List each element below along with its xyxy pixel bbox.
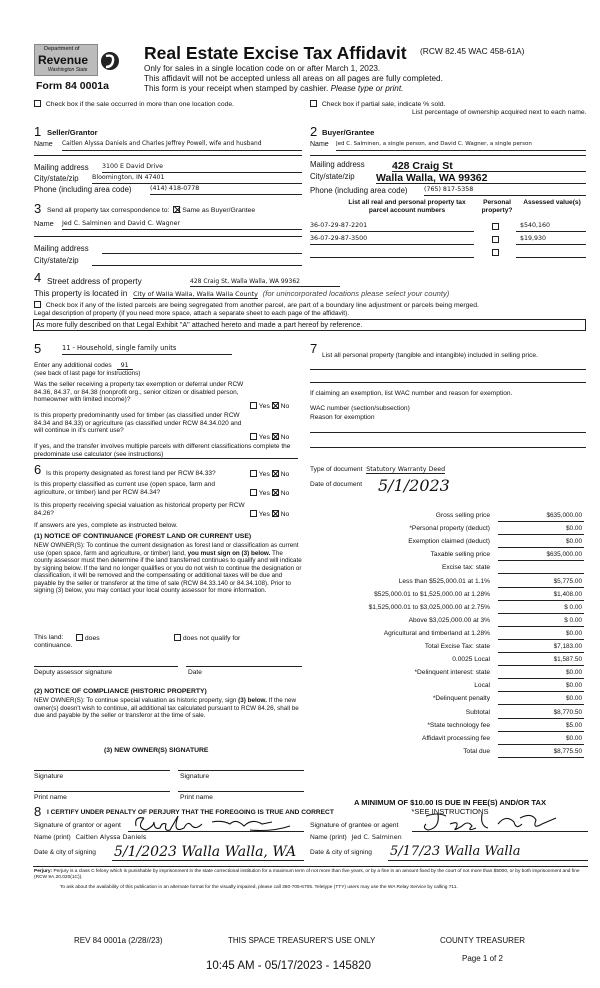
yes-label: Yes	[258, 490, 270, 497]
deputy-signature-line[interactable]	[34, 666, 178, 667]
timber-question: Is this property predominantly used for timber (as classified under RCW 84.34 and 84.33) or agriculture (as classified under RCW 84.34.020 and will continue in it's current use?	[34, 412, 242, 435]
no-label: No	[280, 471, 290, 478]
continuance-text-a: NEW OWNER(S): To continue the current designation as forest land or classification as current use (open space, farm and agriculture, or timber) land,	[34, 542, 299, 557]
tax-calc-value[interactable]: $0.00	[498, 695, 584, 705]
tax-calc-value[interactable]: $1,408.00	[498, 591, 584, 601]
additional-codes-row	[34, 362, 133, 370]
section-3-number: 3	[34, 201, 42, 216]
legal-description-value: As more fully described on that Legal Exhibit "A" attached hereto and made a part hereof by reference.	[36, 320, 363, 329]
grantor-signature-row	[34, 820, 304, 832]
grantor-signature-label: Signature of grantor or agent	[34, 822, 121, 829]
grantor-date-city-field[interactable]: 5/1/2023 Walla Walla, WA	[114, 844, 297, 860]
type-or-print-note: Please type or print.	[330, 84, 404, 93]
grantor-name-row	[34, 834, 304, 844]
section-5-number: 5	[34, 341, 42, 356]
land-does-not-checkbox[interactable]	[174, 634, 181, 641]
tax-calc-row	[308, 656, 584, 668]
tax-calc-value[interactable]: $635,000.00	[498, 512, 584, 522]
historic-no-checkbox[interactable]	[272, 510, 279, 517]
owner-signature-line-2[interactable]	[178, 770, 304, 771]
dor-logo	[34, 44, 122, 84]
yes-label: Yes	[258, 434, 270, 441]
seller-city-field[interactable]: Bloomington, IN 47401	[92, 174, 302, 184]
continuance-title: (1) NOTICE OF CONTINUANCE (FOREST LAND OR CURRENT USE)	[34, 533, 252, 540]
tax-calc-label: *Delinquent interest: state	[414, 669, 490, 677]
partial-sale-note: List percentage of ownership acquired next to each name.	[412, 109, 587, 117]
tax-calc-row	[308, 564, 584, 576]
section-1-number: 1	[34, 124, 42, 139]
seller-city-row	[34, 174, 302, 185]
tax-calc-value[interactable]	[498, 564, 584, 574]
buyer-mailing-field[interactable]: 428 Craig St	[392, 160, 586, 172]
parcel-header: List all real and personal property tax parcel account numbers	[348, 199, 466, 214]
continuance-text-c: The county assessor must then determine if the land transferred continues to qualify and will indicate by signing below. If the land no longer qualifies or you do not wish to continue the designation or classification, it will be removed and the compensating or additional taxes will be due and payable by the seller or transferor at the time of sale (RCW 84.33.140 or 84.34.108). Prior to signing (3) below, you may contact your local county assessor for more information.	[34, 549, 302, 595]
this-land-label: This land:	[34, 634, 64, 641]
seller-name-field[interactable]: Caitlen Alyssa Daniels and Charles Jeffrey Powell, wife and husband	[62, 141, 302, 151]
correspondence-city-field[interactable]	[92, 256, 302, 266]
correspondence-name-row	[34, 220, 302, 231]
buyer-phone-row	[310, 186, 586, 197]
seller-name-label: Name	[34, 141, 53, 148]
deputy-date-label: Date	[188, 669, 202, 676]
tax-calc-value[interactable]: $8,775.50	[498, 748, 584, 758]
grantor-name-field[interactable]: Caitlen Alyssa Daniels	[75, 833, 147, 841]
multiple-location-label: Check box if the sale occurred in more than one location code.	[45, 101, 235, 108]
availability-notice: To ask about the availability of this publication in an alternate format for the visually impaired, please call 360-705-6705. Teletype (TTY) users may use the WA Relay Service by calling 711.	[60, 885, 458, 890]
tax-calc-value[interactable]: $1,587.50	[498, 656, 584, 666]
this-land-row	[34, 634, 302, 650]
tax-calc-label: Exemption claimed (deduct)	[408, 538, 490, 546]
tax-calc-value[interactable]: $ 0.00	[498, 604, 584, 614]
treasurer-use-label: THIS SPACE TREASURER'S USE ONLY	[228, 936, 376, 945]
exemption-claim-label: If claiming an exemption, list WAC number and reason for exemption.	[310, 390, 513, 397]
historic-answer	[250, 510, 289, 519]
buyer-city-field[interactable]: Walla Walla, WA 99362	[376, 172, 586, 184]
certify-statement: I CERTIFY UNDER PENALTY OF PERJURY THAT THE FOREGOING IS TRUE AND CORRECT	[47, 809, 334, 816]
historic-question: Is this property receiving special valuation as historical property per RCW 84.26?	[34, 502, 245, 517]
additional-codes-label: Enter any additional codes	[34, 362, 112, 369]
form-citation: (RCW 82.45 WAC 458-61A)	[420, 46, 525, 56]
tax-calc-row	[308, 578, 584, 590]
exemption-reason-label: Reason for exemption	[310, 414, 375, 421]
partial-sale-label: Check box if partial sale, indicate % sold.	[321, 101, 446, 108]
tax-calc-label: *Delinquent penalty	[432, 695, 490, 703]
buyer-phone-field[interactable]: (765) 817-5358	[424, 186, 586, 196]
grantee-name-field[interactable]: Jed C. Salminen	[351, 833, 402, 841]
tax-calc-row	[308, 709, 584, 721]
tax-calc-label: *State technology fee	[427, 721, 490, 729]
tax-calc-row	[308, 748, 584, 760]
forest-yes-checkbox[interactable]	[250, 470, 257, 477]
personal-property-header: Personal property?	[481, 199, 513, 214]
personal-property-checkbox[interactable]	[492, 249, 499, 256]
tax-calc-row	[308, 695, 584, 707]
additional-codes-note: (see back of last page for instructions)	[34, 370, 141, 377]
grantee-date-city-field[interactable]: 5/17/23 Walla Walla	[390, 844, 521, 859]
assessed-value[interactable]	[516, 248, 586, 258]
parcel-number[interactable]: 36-07-29-87-3500	[310, 235, 474, 245]
section-2-number: 2	[310, 124, 318, 139]
no-label: No	[280, 490, 290, 497]
tax-calc-label: Subtotal	[465, 708, 490, 716]
exemption-yes-checkbox[interactable]	[250, 402, 257, 409]
additional-codes-field[interactable]: 91	[117, 362, 133, 370]
header-line-1: Only for sales in a single location code on or after March 1, 2023.	[144, 64, 381, 73]
owner-signature-line-1[interactable]	[34, 770, 170, 771]
buyer-name-field[interactable]: Jed C. Salminen, a single person, and David C. Wagner, a single person	[336, 141, 586, 151]
form-title: Real Estate Excise Tax Affidavit	[144, 43, 407, 63]
tax-calc-value[interactable]: $ 0.00	[498, 617, 584, 627]
logo-line-2: Revenue	[38, 53, 89, 67]
tax-calc-value[interactable]: $0.00	[498, 735, 584, 745]
buyer-mailing-label: Mailing address	[310, 160, 365, 169]
correspondence-city-label: City/state/zip	[34, 256, 79, 265]
buyer-name-label: Name	[310, 141, 329, 148]
compliance-text-a: NEW OWNER(S): To continue special valuation as historic property, sign	[34, 697, 237, 704]
compliance-text-b: (3) below.	[238, 697, 267, 704]
minimum-due-text: A MINIMUM OF $10.00 IS DUE IN FEE(S) AND/OR TAX	[353, 798, 547, 807]
tax-calc-label: Gross selling price	[435, 512, 490, 519]
land-does-label: does	[84, 635, 100, 642]
parcel-number[interactable]: 36-07-29-87-2201	[310, 222, 474, 232]
exemption-no-checkbox[interactable]	[272, 402, 279, 409]
seller-phone-label: Phone (including area code)	[34, 185, 132, 194]
tax-calc-row	[308, 722, 584, 734]
owner-print-label-2: Print name	[180, 794, 213, 801]
no-label: No	[280, 511, 290, 518]
tax-calc-value[interactable]: $7,183.00	[498, 643, 584, 653]
perjury-notice	[34, 869, 586, 881]
current-use-no-checkbox[interactable]	[272, 489, 279, 496]
buyer-name-row	[310, 141, 586, 152]
assessed-value-header: Assessed value(s)	[523, 199, 581, 206]
personal-property-list-label: List all personal property (tangible and intangible) included in selling price.	[322, 352, 538, 359]
logo-line-1: Department of	[44, 46, 80, 52]
tax-calc-row	[308, 617, 584, 629]
grantee-name-label: Name (print)	[310, 834, 347, 841]
buyer-mailing-row	[310, 160, 586, 172]
timber-no-checkbox[interactable]	[272, 433, 279, 440]
legal-description-label: Legal description of property (if you need more space, attach a separate sheet to each page of the affidavit).	[34, 310, 350, 317]
multiple-location-row	[34, 100, 234, 109]
correspondence-name-field[interactable]: Jed C. Salminen and David C. Wagner	[62, 220, 302, 230]
multiple-parcels-note: If yes, and the transfer involves multiple parcels with different classifications complete the predominate use calculator (see instructions)	[34, 443, 298, 459]
tax-calc-value[interactable]: $635,000.00	[498, 551, 584, 561]
correspondence-label: Send all property tax correspondence to:	[47, 207, 170, 214]
timber-answer	[250, 433, 289, 442]
located-field[interactable]: City of Walla Walla, Walla Walla County	[133, 290, 258, 298]
deputy-date-line[interactable]	[186, 666, 302, 667]
assessed-value[interactable]: $540,160	[516, 222, 586, 232]
seller-mailing-row	[34, 163, 302, 174]
seller-mailing-field[interactable]: 3100 E David Drive	[102, 163, 302, 173]
seller-name-row	[34, 141, 302, 152]
partial-sale-checkbox[interactable]	[310, 100, 317, 107]
correspondence-mailing-row	[34, 244, 302, 255]
seller-city-label: City/state/zip	[34, 174, 79, 183]
section-4-number: 4	[34, 270, 42, 285]
wac-number-label: WAC number (section/subsection)	[310, 405, 410, 412]
buyer-name-extra-line	[310, 155, 586, 156]
tax-calc-row	[308, 735, 584, 747]
owner-print-line-1[interactable]	[34, 791, 170, 792]
buyer-city-label: City/state/zip	[310, 172, 355, 181]
tax-calc-row	[308, 643, 584, 655]
located-label: This property is located in	[34, 289, 128, 298]
multiple-location-checkbox[interactable]	[34, 100, 41, 107]
tax-calc-label: Local	[474, 682, 490, 690]
tax-calc-value[interactable]: $5.00	[498, 722, 584, 732]
county-treasurer-label: COUNTY TREASURER	[440, 936, 526, 945]
header-line-3	[144, 84, 403, 94]
forest-answer	[250, 470, 289, 479]
seller-name-extra-line	[34, 155, 302, 156]
tax-calc-row	[308, 591, 584, 603]
partial-sale-row	[310, 100, 587, 117]
section-6-number: 6	[34, 462, 42, 477]
continuance-word: continuance.	[34, 642, 73, 650]
tax-calc-row	[308, 682, 584, 694]
same-as-buyer-label: Same as Buyer/Grantee	[182, 207, 256, 214]
exemption-line-2[interactable]	[310, 447, 586, 448]
tax-calc-label: Less than $525,000.01 at 1.1%	[398, 577, 490, 585]
if-yes-instruction: If answers are yes, complete as instructed below.	[34, 522, 178, 529]
grantee-name-row	[310, 834, 586, 844]
tax-calc-label: Affidavit processing fee	[421, 734, 490, 742]
segregated-checkbox[interactable]	[34, 301, 41, 308]
tax-calc-value[interactable]: $0.00	[498, 630, 584, 640]
same-as-buyer-checkbox[interactable]	[173, 206, 180, 213]
receipt-stamp: 10:45 AM - 05/17/2023 - 145820	[206, 960, 371, 972]
parcel-number[interactable]	[310, 248, 474, 258]
tax-calc-row	[308, 512, 584, 524]
seller-heading: Seller/Grantor	[47, 128, 98, 137]
located-row	[34, 289, 586, 300]
deputy-signature-label: Deputy assessor signature	[34, 669, 113, 676]
personal-property-checkbox[interactable]	[492, 223, 499, 230]
section-7-number: 7	[310, 341, 318, 356]
forest-no-checkbox[interactable]	[272, 470, 279, 477]
perjury-bold: Perjury:	[34, 869, 53, 874]
tax-calc-row	[308, 551, 584, 563]
tax-calc-label: Excise tax: state	[441, 564, 490, 572]
segregated-label: Check box if any of the listed parcels are being segregated from another parcel, are part of a boundary line adjustment or parcels being merged.	[45, 302, 479, 309]
document-type-row	[310, 466, 445, 474]
tax-calc-label: Total due	[463, 747, 490, 755]
new-owner-signature-title: (3) NEW OWNER(S) SIGNATURE	[104, 747, 209, 754]
continuance-text	[34, 542, 302, 595]
tax-calc-label: Agricultural and timberland at 1.28%	[383, 629, 490, 637]
document-type-label: Type of document	[310, 466, 363, 473]
no-label: No	[280, 434, 290, 441]
personal-property-line-2[interactable]	[310, 382, 586, 383]
correspondence-row	[47, 206, 255, 215]
segregated-row	[34, 301, 586, 310]
owner-signature-label-2: Signature	[180, 773, 210, 780]
current-use-question: Is this property classified as current use (open space, farm and agriculture, or timber) land per RCW 84.34?	[34, 481, 216, 496]
receipt-note: This form is your receipt when stamped by cashier.	[144, 84, 329, 93]
tax-calc-value[interactable]: $0.00	[498, 682, 584, 692]
buyer-phone-label: Phone (including area code)	[310, 186, 408, 195]
correspondence-name-label: Name	[34, 219, 54, 228]
revision-code: REV 84 0001a (2/28//23)	[74, 936, 163, 945]
tax-calc-label: *Personal property (deduct)	[409, 525, 490, 533]
current-use-answer	[250, 489, 289, 498]
land-does-not-label: does not qualify for	[182, 635, 241, 642]
grantee-date-row	[310, 846, 588, 862]
correspondence-mailing-label: Mailing address	[34, 244, 89, 253]
parcel-row-1	[310, 222, 586, 233]
correspondence-name-extra-line	[34, 236, 302, 237]
buyer-heading: Buyer/Grantee	[322, 128, 375, 137]
tax-calc-label: $525,000.01 to $1,525,000.00 at 1.28%	[374, 590, 490, 598]
form-number: Form 84 0001a	[36, 80, 109, 92]
section-8-number: 8	[34, 804, 42, 819]
street-address-label: Street address of property	[47, 277, 142, 286]
personal-property-checkbox[interactable]	[492, 236, 499, 243]
grantor-name-label: Name (print)	[34, 834, 71, 841]
grantee-date-label: Date & city of signing	[310, 849, 372, 856]
tax-calc-row	[308, 525, 584, 537]
tax-calc-row	[308, 630, 584, 642]
owner-signature-label-1: Signature	[34, 773, 64, 780]
exemption-answer	[250, 402, 289, 411]
tax-calc-label: Taxable selling price	[430, 551, 490, 559]
seller-phone-field[interactable]: (414) 418-0778	[150, 185, 302, 195]
header-line-2: This affidavit will not be accepted unless all areas on all pages are fully completed.	[144, 74, 443, 83]
legal-description-box[interactable]	[33, 319, 586, 331]
historic-yes-checkbox[interactable]	[250, 510, 257, 517]
current-use-yes-checkbox[interactable]	[250, 489, 257, 496]
tax-calc-value[interactable]: $8,770.50	[498, 709, 584, 719]
page-number: Page 1 of 2	[462, 954, 503, 963]
grantee-signature-row	[306, 820, 588, 832]
compliance-text-c: If the new owner(s) doesn't wish to continue, all additional tax calculated pursuant to RCW 84.26, shall be due and payable by the seller or transferor at the time of sale.	[34, 697, 299, 720]
parcel-row-3	[310, 248, 586, 259]
personal-property-line-1[interactable]	[310, 369, 586, 370]
assessed-value[interactable]: $19,930	[516, 235, 586, 245]
parcel-row-2	[310, 235, 586, 246]
exemption-question: Was the seller receiving a property tax exemption or deferral under RCW 84.36, 84.37, or 84.38 (nonprofit org., senior citizen or disabled person, homeowner with limited income)?	[34, 381, 244, 404]
land-does-checkbox[interactable]	[76, 634, 83, 641]
document-date-row	[310, 476, 586, 497]
land-use-code-field[interactable]: 11 - Household, single family units	[62, 345, 232, 355]
buyer-city-row	[310, 172, 586, 184]
forest-question: Is this property designated as forest land per RCW 84.33?	[46, 470, 216, 477]
tax-calc-row	[308, 669, 584, 681]
document-type-field[interactable]: Statutory Warranty Deed	[366, 466, 446, 473]
yes-label: Yes	[258, 471, 270, 478]
timber-yes-checkbox[interactable]	[250, 433, 257, 440]
owner-print-line-2[interactable]	[178, 791, 304, 792]
compliance-title: (2) NOTICE OF COMPLIANCE (HISTORIC PROPERTY)	[34, 688, 207, 695]
document-date-field[interactable]: 5/1/2023	[378, 476, 450, 495]
grantor-date-label: Date & city of signing	[34, 849, 96, 856]
tax-calc-value[interactable]: $0.00	[498, 525, 584, 535]
tax-calc-label: Total Excise Tax: state	[424, 643, 490, 650]
tax-calc-row	[308, 538, 584, 550]
located-hint: (for unincorporated locations please select your county)	[262, 289, 450, 298]
yes-label: Yes	[258, 511, 270, 518]
perjury-text: Perjury is a class C felony which is punishable by imprisonment in the state correctional institution for a maximum term of not more than five years, or by a fine in an amount fixed by the court of not more than $5000, or by both imprisonment and fine (RCW 9A.20.020(1C)).	[34, 869, 580, 880]
seller-phone-row	[34, 185, 302, 196]
document-date-label: Date of document	[310, 481, 363, 488]
tax-calc-value[interactable]: $0.00	[498, 538, 584, 548]
street-address-row	[47, 277, 587, 288]
tax-calc-label: $1,525,000.01 to $3,025,000.00 at 2.75%	[368, 603, 490, 611]
owner-print-label-1: Print name	[34, 794, 67, 801]
tax-calc-label: 0.0025 Local	[452, 656, 490, 664]
grantee-signature-label: Signature of grantee or agent	[310, 822, 399, 829]
seller-mailing-label: Mailing address	[34, 163, 89, 172]
yes-label: Yes	[258, 403, 270, 410]
logo-line-3: Washington State	[48, 67, 88, 73]
grantor-date-row	[34, 846, 304, 862]
tax-calc-label: Above $3,025,000.00 at 3%	[408, 616, 490, 624]
correspondence-city-row	[34, 256, 302, 267]
tax-calc-value[interactable]: $5,775.00	[498, 578, 584, 588]
tax-calc-value[interactable]: $0.00	[498, 669, 584, 679]
correspondence-mailing-field[interactable]	[102, 244, 302, 254]
continuance-text-b: you must sign on (3) below.	[187, 549, 271, 557]
see-instructions-text: *SEE INSTRUCTIONS	[411, 807, 489, 816]
street-address-field[interactable]: 428 Craig St, Walla Walla, WA 99362	[190, 278, 340, 287]
perjury-rule	[33, 866, 588, 867]
compliance-text	[34, 697, 304, 720]
wa-logo-icon	[100, 48, 120, 74]
tax-calc-row	[308, 604, 584, 616]
exemption-line-1[interactable]	[310, 432, 586, 433]
no-label: No	[280, 403, 290, 410]
